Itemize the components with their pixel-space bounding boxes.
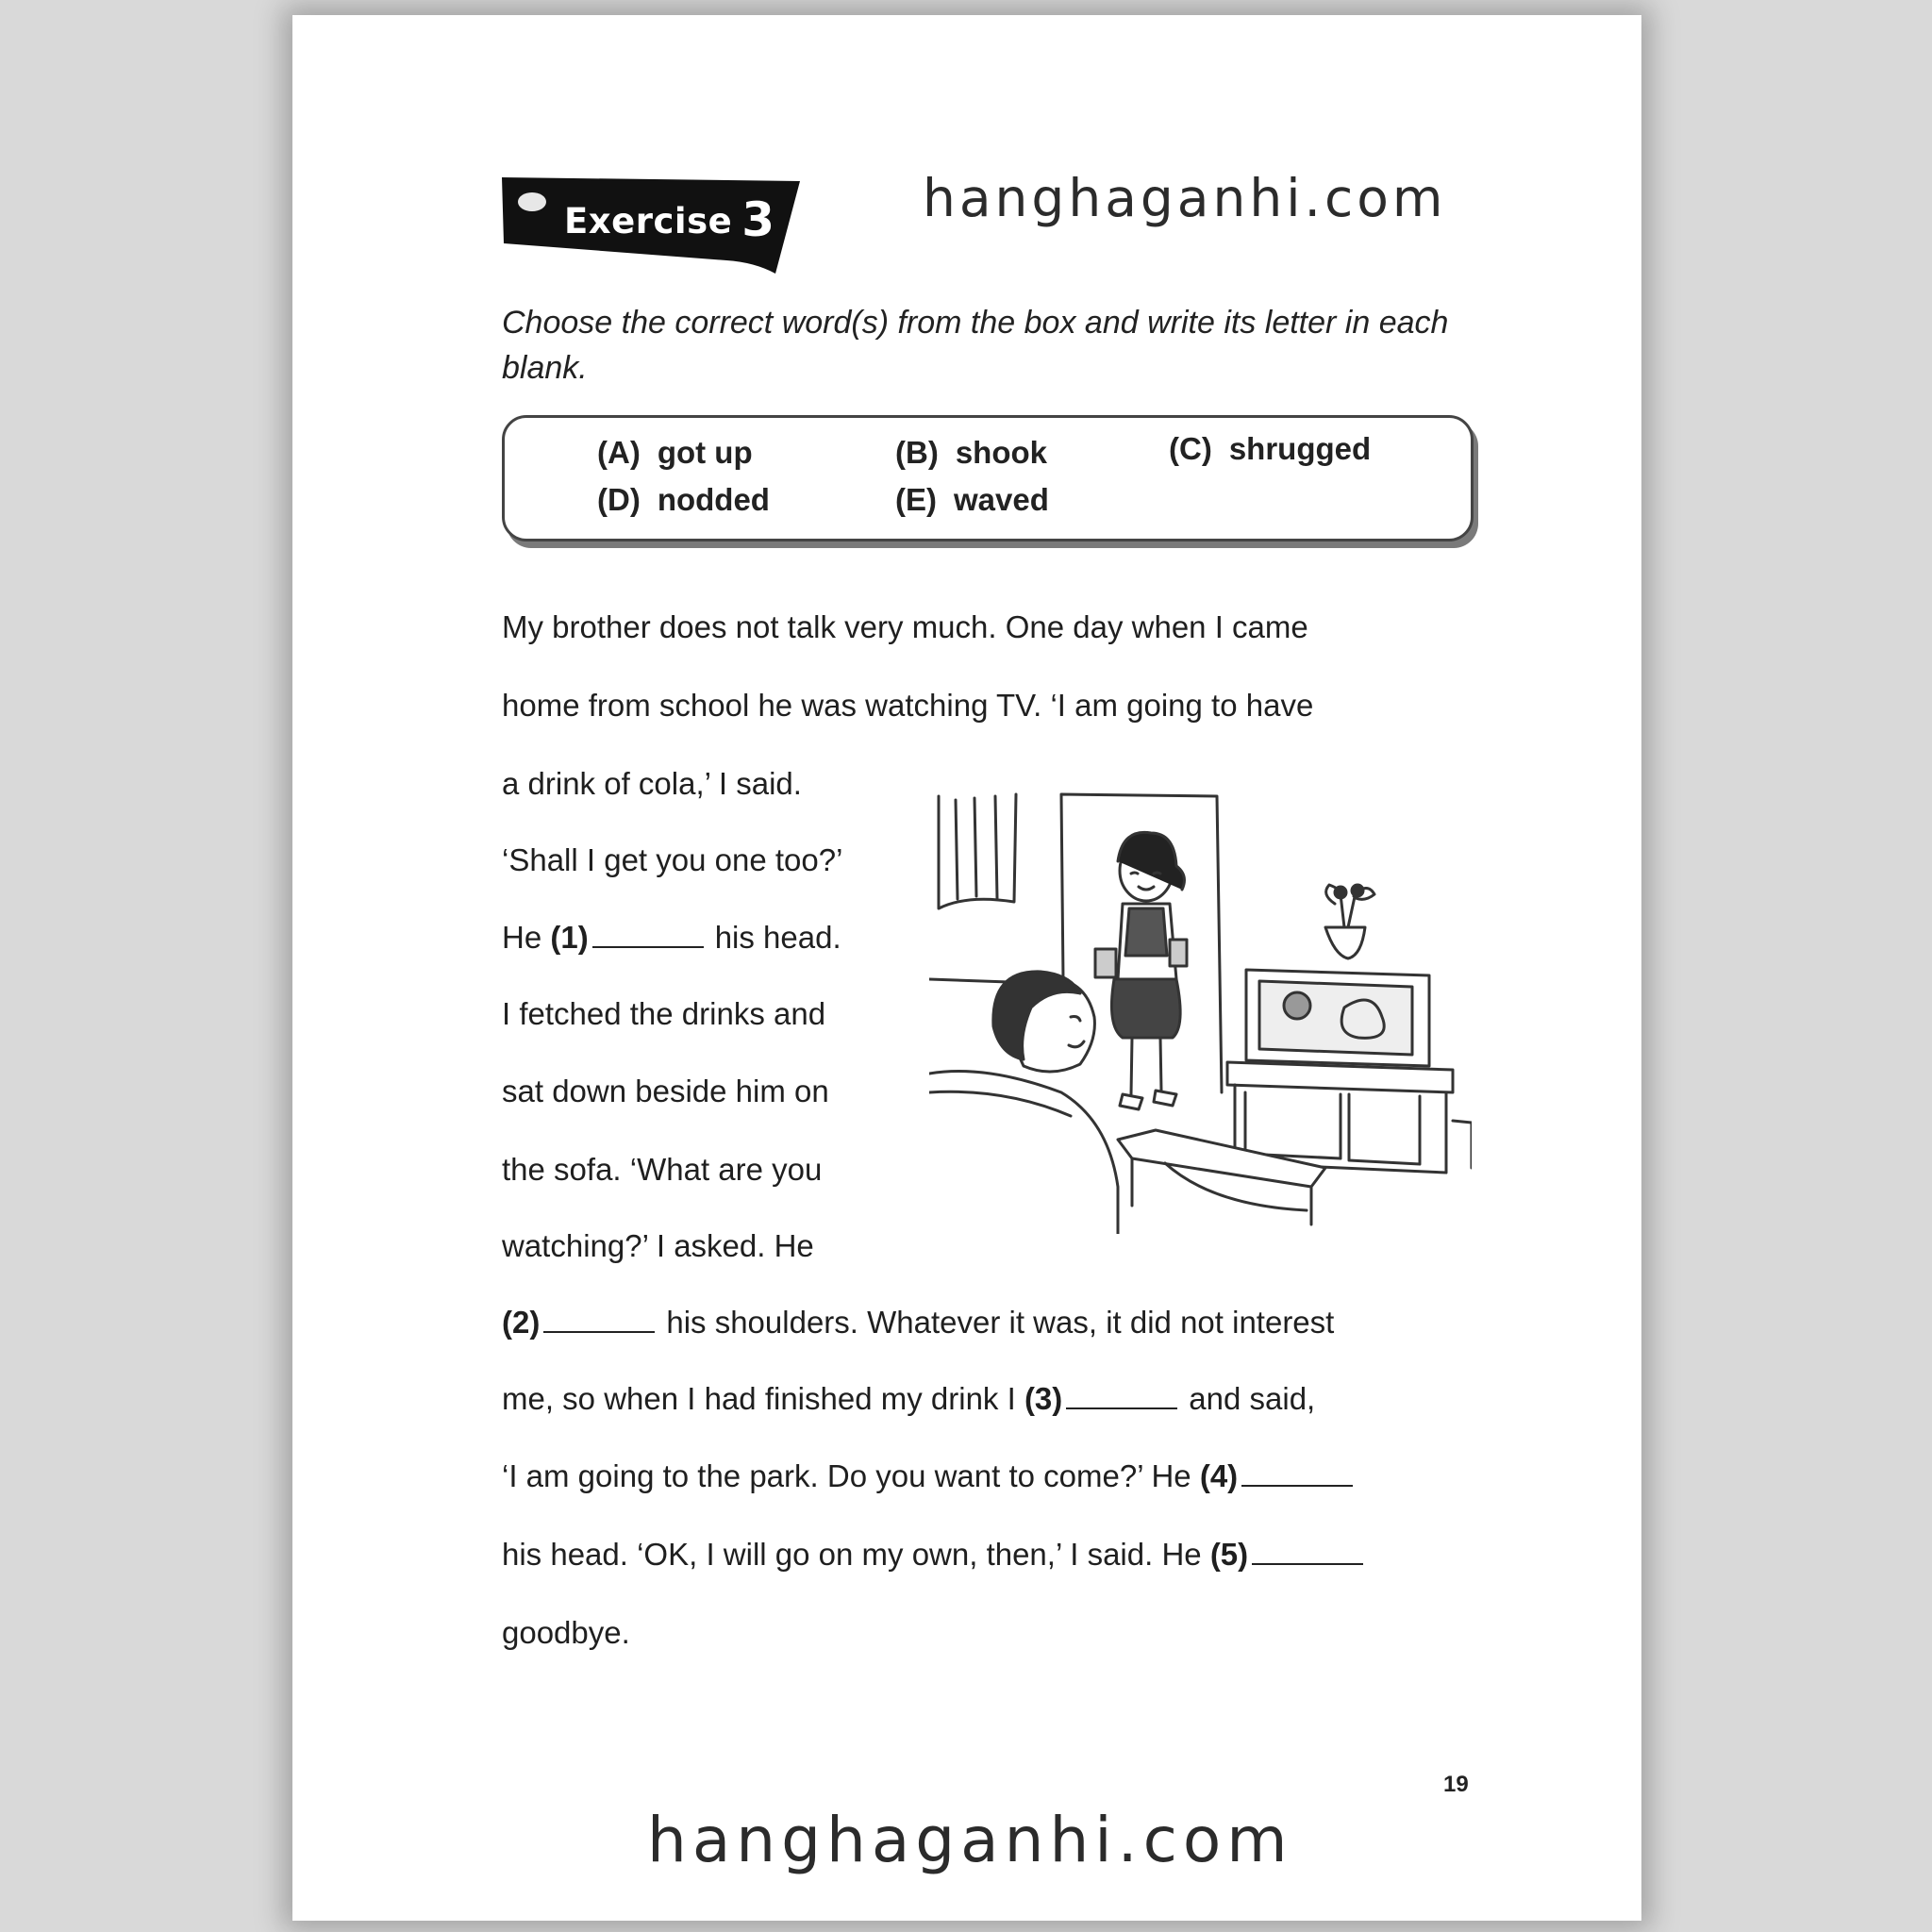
option-c: (C) shrugged [1169, 431, 1372, 466]
passage-line: I fetched the drinks and [502, 996, 826, 1031]
exercise-banner [500, 175, 802, 275]
blank-number: (4) [1199, 1458, 1239, 1493]
option-b: (B) shook [895, 435, 1047, 470]
option-a: (A) got up [597, 435, 753, 470]
blank-1[interactable] [592, 946, 704, 948]
passage-line: watching?’ I asked. He [502, 1228, 814, 1263]
passage-line: (2) his shoulders. Whatever it was, it did not interest [502, 1305, 1335, 1340]
passage-line: sat down beside him on [502, 1074, 829, 1108]
curtain [939, 794, 1016, 908]
passage-line: his head. ‘OK, I will go on my own, then,’ I said. He (5) [502, 1537, 1374, 1573]
blank-number: (3) [1024, 1381, 1063, 1416]
plant-pot [1325, 885, 1374, 958]
passage-line: He (1) his head. [502, 920, 841, 955]
living-room-illustration [929, 791, 1472, 1234]
girl-figure [1095, 832, 1187, 1109]
boy-figure [993, 972, 1095, 1072]
option-d: (D) nodded [597, 482, 770, 517]
blank-5[interactable] [1252, 1563, 1363, 1565]
passage-line: a drink of cola,’ I said. [502, 766, 802, 801]
word-box [502, 415, 1474, 541]
blank-2[interactable] [543, 1331, 655, 1333]
blank-3[interactable] [1066, 1407, 1177, 1409]
option-e: (E) waved [895, 482, 1049, 517]
blank-number: (2) [502, 1305, 541, 1340]
passage-line: goodbye. [502, 1615, 630, 1650]
instruction-text: Choose the correct word(s) from the box and write its letter in each blank. [502, 305, 1449, 386]
watermark-bottom: hanghaganhi.com [647, 1804, 1293, 1876]
passage-line: ‘I am going to the park. Do you want to come?’ He (4) [502, 1458, 1364, 1494]
exercise-number: 3 [741, 192, 775, 247]
watermark-top: hanghaganhi.com [923, 168, 1447, 228]
passage-line: the sofa. ‘What are you [502, 1152, 823, 1187]
passage-line: me, so when I had finished my drink I (3) and said, [502, 1381, 1316, 1416]
passage-line: home from school he was watching TV. ‘I am going to have [502, 688, 1314, 723]
coffee-table [1118, 1130, 1325, 1224]
blank-number: (1) [550, 920, 589, 955]
blank-4[interactable] [1241, 1485, 1353, 1487]
passage-line: My brother does not talk very much. One day when I came [502, 609, 1308, 644]
sofa [929, 1072, 1118, 1235]
page-number: 19 [1443, 1772, 1469, 1797]
television [1246, 970, 1429, 1066]
passage-line: ‘Shall I get you one too?’ [502, 842, 843, 877]
exercise-title: Exercise 3 [564, 192, 775, 247]
blank-number: (5) [1209, 1537, 1249, 1572]
